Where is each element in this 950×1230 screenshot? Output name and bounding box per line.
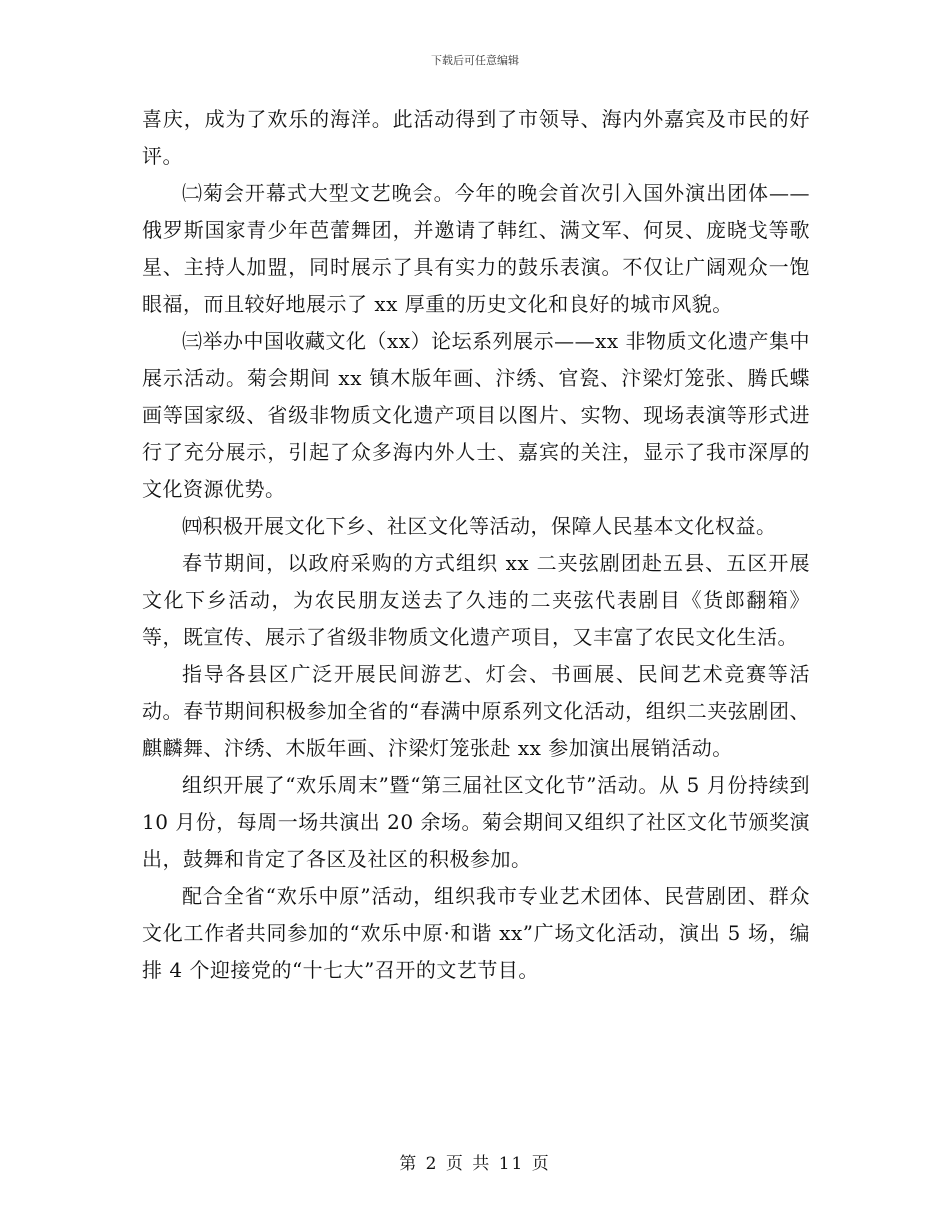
paragraph-heritage-exhibition: ㈢举办中国收藏文化（xx）论坛系列展示——xx 非物质文化遗产集中展示活动。菊会期间 xx 镇木版年画、汴绣、官瓷、汴梁灯笼张、腾氏蝶画等国家级、省级非物质文化遗产项目以图片、实物、现场表演等形式进行了充分展示，引起了众多海内外人士、嘉宾的关注，显示了我市深厚的文化资源优势。 bbox=[142, 329, 810, 501]
paragraph-spring-festival: 春节期间，以政府采购的方式组织 xx 二夹弦剧团赴五县、五区开展文化下乡活动，为农民朋友送去了久违的二夹弦代表剧目《货郎翻箱》等，既宣传、展示了省级非物质文化遗产项目，又丰富了农民文化生活。 bbox=[142, 551, 810, 649]
page-header: 下载后可任意编辑 bbox=[431, 54, 519, 67]
paragraph-cultural-outreach: ㈣积极开展文化下乡、社区文化等活动，保障人民基本文化权益。 bbox=[182, 514, 777, 538]
paragraph-gala: ㈡菊会开幕式大型文艺晚会。今年的晚会首次引入国外演出团体——俄罗斯国家青少年芭蕾舞团，并邀请了韩红、满文军、何炅、庞晓戈等歌星、主持人加盟，同时展示了具有实力的鼓乐表演。不仅让广阔观众一饱眼福，而且较好地展示了 xx 厚重的历史文化和良好的城市风貌。 bbox=[142, 181, 810, 316]
document-body bbox=[142, 101, 810, 989]
paragraph-county-guidance: 指导各县区广泛开展民间游艺、灯会、书画展、民间艺术竞赛等活动。春节期间积极参加全省的“春满中原系列文化活动，组织二夹弦剧团、麒麟舞、汴绣、木版年画、汴梁灯笼张赴 xx 参加演出展销活动。 bbox=[142, 662, 810, 760]
page-number-footer: 第 2 页 共 11 页 bbox=[399, 1154, 551, 1174]
paragraph-happy-weekend: 组织开展了“欢乐周末”暨“第三届社区文化节”活动。从 5 月份持续到 10 月份，每周一场共演出 20 余场。菊会期间又组织了社区文化节颁奖演出，鼓舞和肯定了各区及社区的积极参加。 bbox=[142, 773, 810, 871]
paragraph-continuation: 喜庆，成为了欢乐的海洋。此活动得到了市领导、海内外嘉宾及市民的好评。 bbox=[142, 107, 810, 168]
paragraph-happy-central-plains: 配合全省“欢乐中原”活动，组织我市专业艺术团体、民营剧团、群众文化工作者共同参加的“欢乐中原·和谐 xx”广场文化活动，演出 5 场，编排 4 个迎接党的“十七大”召开的文艺节目。 bbox=[142, 884, 810, 982]
